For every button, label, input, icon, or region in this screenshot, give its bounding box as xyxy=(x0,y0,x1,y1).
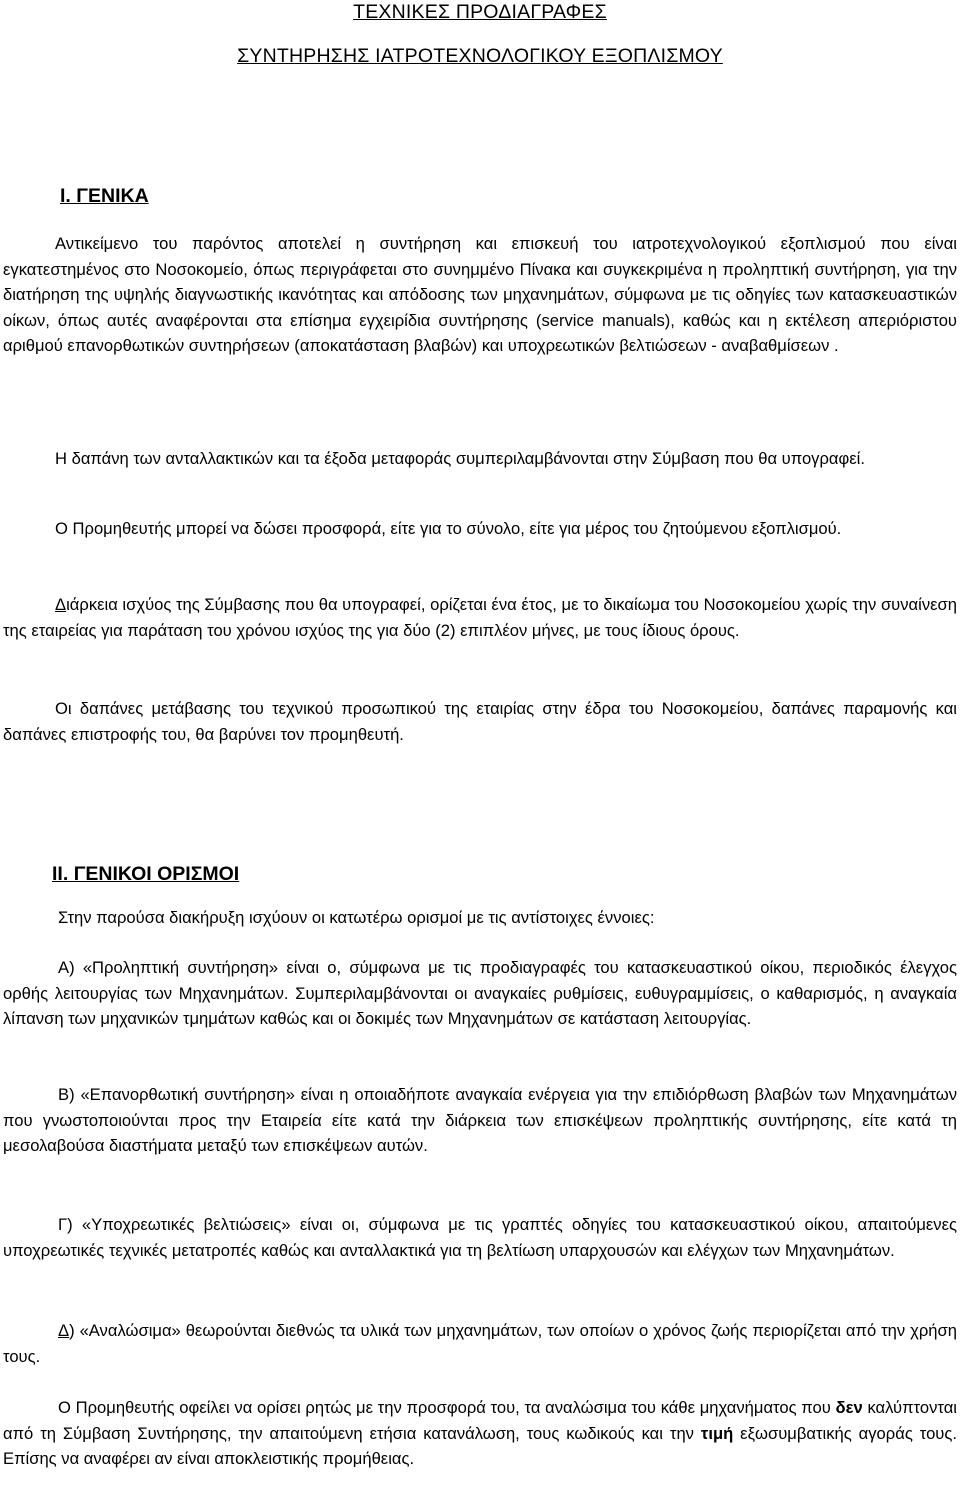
obligation-bold-not: δεν xyxy=(835,1398,863,1417)
spare-parts-text: Η δαπάνη των ανταλλακτικών και τα έξοδα μεταφοράς συμπεριλαμβάνονται στην Σύμβαση που θα υπογραφεί. xyxy=(55,449,865,468)
duration-initial: Δ xyxy=(55,595,67,614)
obligation-text-3: εξωσυμβατικής αγοράς τους. Επίσης να αναφέρει αν είναι αποκλειστικής προμήθειας. xyxy=(3,1423,957,1468)
consumables-initial: Δ xyxy=(58,1321,70,1340)
section-heading-general xyxy=(60,185,149,208)
definition-corrective xyxy=(3,1082,957,1159)
section-number: Ι. xyxy=(60,185,71,207)
obligation-text-2: καλύπτονται από τη Σύμβαση Συντήρησης, την απαιτούμενη ετήσια κατανάλωση, τους κωδικούς και την xyxy=(3,1398,957,1443)
document-subtitle: ΣΥΝΤΗΡΗΣΗΣ ΙΑΤΡΟΤΕΧΝΟΛΟΓΙΚΟΥ ΕΞΟΠΛΙΣΜΟΥ xyxy=(237,45,723,67)
travel-costs-text: Οι δαπάνες μετάβασης του τεχνικού προσωπικού της εταιρίας στην έδρα του Νοσοκομείου, δαπάνες παραμονής και δαπάνες επιστροφής του, θα βαρύνει τον προμηθευτή. xyxy=(3,699,957,744)
consumables-obligation-paragraph xyxy=(3,1395,957,1472)
definition-mandatory xyxy=(3,1212,957,1263)
section-title: ΓΕΝΙΚΑ xyxy=(76,185,149,207)
duration-text: ιάρκεια ισχύος της Σύμβασης που θα υπογραφεί, ορίζεται ένα έτος, με το δικαίωμα του Νοσοκομείου χωρίς την συναίνεση της εταιρείας για παράταση του χρόνου ισχύος της για δύο (2) επιπλέον μήνες, με τους ίδιους όρους. xyxy=(3,595,957,640)
definition-mandatory-text: Γ) «Υποχρεωτικές βελτιώσεις» είναι οι, σύμφωνα με τις γραπτές οδηγίες του κατασκευαστικού οίκου, απαιτούμενες υποχρεωτικές τεχνικές μετατροπές καθώς και ανταλλακτικά για τη βελτίωση υπαρχουσών και ελέγχων των Μηχανημάτων. xyxy=(3,1215,957,1260)
obligation-bold-price: τιμή xyxy=(700,1423,734,1443)
scope-paragraph xyxy=(3,231,957,359)
definition-preventive xyxy=(3,955,957,1032)
definition-corrective-text: Β) «Επανορθωτική συντήρηση» είναι η οποιαδήποτε αναγκαία ενέργεια για την επιδιόρθωση βλαβών των Μηχανημάτων που γνωστοποιούνται προς την Εταιρεία είτε κατά την διάρκεια των επισκέψεων προληπτικής συντήρησης, είτε κατά τη μεσολαβούσα διαστήματα μεταξύ των επισκέψεων αυτών. xyxy=(3,1085,957,1155)
consumables-text: ) «Αναλώσιμα» θεωρούνται διεθνώς τα υλικά των μηχανημάτων, των οποίων ο χρόνος ζωής περιορίζεται από την χρήση τους. xyxy=(3,1321,957,1366)
definition-preventive-text: Α) «Προληπτική συντήρηση» είναι ο, σύμφωνα με τις προδιαγραφές του κατασκευαστικού οίκου, περιοδικός έλεγχος ορθής λειτουργίας των Μηχανημάτων. Συμπεριλαμβάνονται οι αναγκαίες ρυθμίσεις, ευθυγραμμίσεις, ο καθαρισμός, η αναγκαία λίπανση των μηχανικών τμημάτων καθώς και οι δοκιμές των Μηχανημάτων σε κατάσταση λειτουργίας. xyxy=(3,958,957,1028)
offer-paragraph xyxy=(3,516,957,542)
section-number: ΙΙ. xyxy=(52,863,69,885)
duration-paragraph xyxy=(3,592,957,643)
scope-text: Αντικείμενο του παρόντος αποτελεί η συντήρηση και επισκευή του ιατροτεχνολογικού εξοπλισμού που είναι εγκατεστημένος στο Νοσοκομείο, όπως περιγράφεται στο συνημμένο Πίνακα και συγκεκριμένα η προληπτική συντήρηση, για την διατήρηση της υψηλής διαγνωστικής ικανότητας και απόδοσης των μηχανημάτων, σύμφωνα με τις οδηγίες των κατασκευαστικών οίκων, όπως αυτές αναφέρονται στα επίσημα εγχειρίδια συντήρησης (service manuals), καθώς και η εκτέλεση απεριόριστου αριθμού επανορθωτικών συντηρήσεων (αποκατάσταση βλαβών) και υποχρεωτικών βελτιώσεων - αναβαθμίσεων . xyxy=(3,234,957,355)
definitions-intro xyxy=(3,905,957,931)
travel-costs-paragraph xyxy=(3,696,957,747)
obligation-text-1: Ο Προμηθευτής οφείλει να ορίσει ρητώς με την προσφορά του, τα αναλώσιμα του κάθε μηχανήματος που xyxy=(58,1398,831,1417)
document-title: ΤΕΧΝΙΚΕΣ ΠΡΟΔΙΑΓΡΑΦΕΣ xyxy=(353,1,607,23)
section-heading-definitions xyxy=(52,863,239,886)
definitions-intro-text: Στην παρούσα διακήρυξη ισχύουν οι κατωτέρω ορισμοί με τις αντίστοιχες έννοιες: xyxy=(58,908,655,927)
spare-parts-paragraph xyxy=(3,446,957,472)
section-title: ΓΕΝΙΚΟΙ ΟΡΙΣΜΟΙ xyxy=(73,863,240,885)
offer-text: Ο Προμηθευτής μπορεί να δώσει προσφορά, είτε για το σύνολο, είτε για μέρος του ζητούμενου εξοπλισμού. xyxy=(55,519,842,538)
definition-consumables xyxy=(3,1318,957,1369)
